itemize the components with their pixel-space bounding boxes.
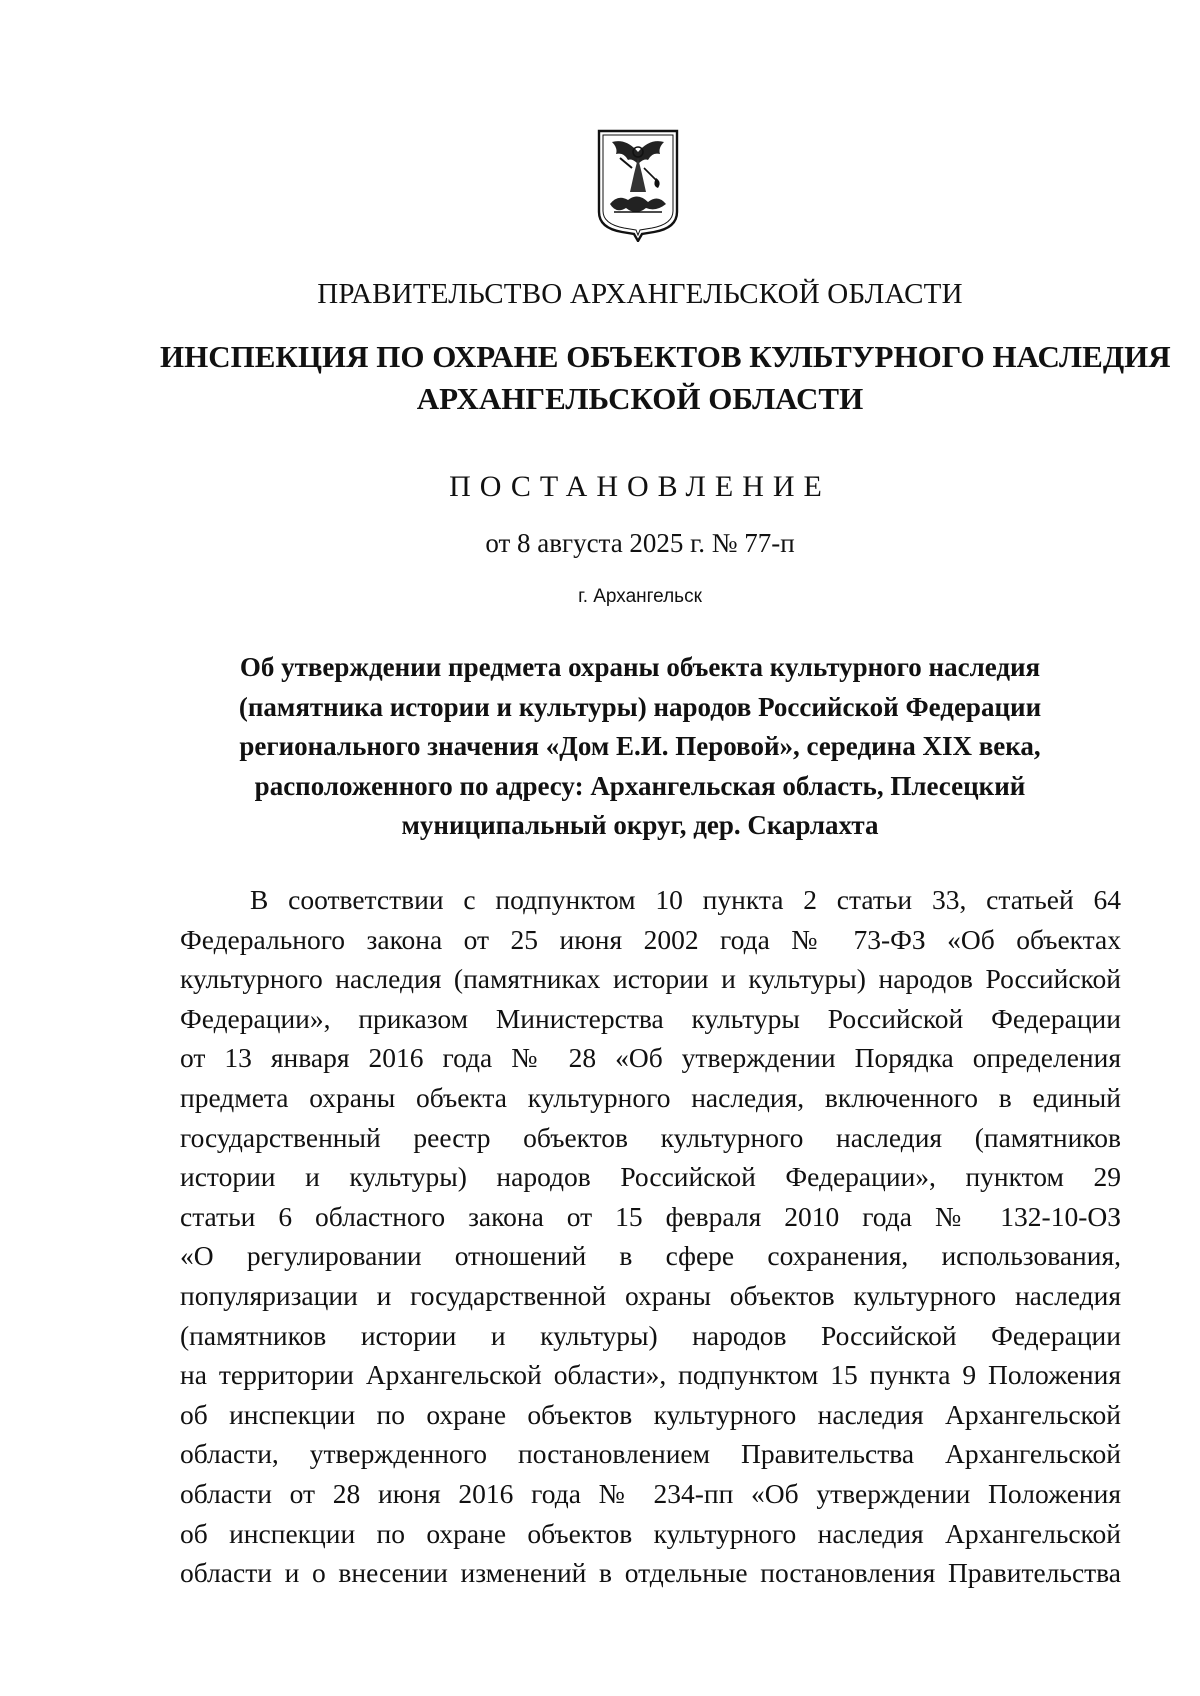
body-line: на территории Архангельской области», подпунктом 15 пункта 9 Положения bbox=[180, 1359, 1121, 1391]
body-line: предмета охраны объекта культурного наследия, включенного в единый bbox=[180, 1081, 1121, 1113]
inspection-name-line: ИНСПЕКЦИЯ ПО ОХРАНЕ ОБЪЕКТОВ КУЛЬТУРНОГО НАСЛЕДИЯ bbox=[160, 339, 1171, 374]
title-line: регионального значения «Дом Е.И. Перовой», середина XIX века, bbox=[239, 731, 1041, 761]
title-line: расположенного по адресу: Архангельская область, Плесецкий bbox=[254, 770, 1026, 801]
title-line: (памятника истории и культуры) народов Российской Федерации bbox=[238, 691, 1042, 722]
body-line: государственный реестр объектов культурного наследия (памятников bbox=[180, 1121, 1121, 1153]
inspection-name bbox=[160, 336, 1171, 420]
document-city: г. Архангельск bbox=[578, 586, 702, 607]
government-name: ПРАВИТЕЛЬСТВО АРХАНГЕЛЬСКОЙ ОБЛАСТИ bbox=[317, 278, 963, 310]
body-line: Федерального закона от 25 июня 2002 года № 73-ФЗ «Об объектах bbox=[180, 923, 1121, 955]
title-line: муниципальный округ, дер. Скарлахта bbox=[401, 810, 879, 840]
body-line: от 13 января 2016 года № 28 «Об утверждении Порядка определения bbox=[180, 1042, 1121, 1074]
body-line: (памятников истории и культуры) народов Российской Федерации bbox=[180, 1319, 1121, 1351]
body-line: статьи 6 областного закона от 15 февраля 2010 года № 132-10-ОЗ bbox=[180, 1200, 1121, 1232]
document-date-number: от 8 августа 2025 г. № 77-п bbox=[485, 528, 795, 558]
body-line: истории и культуры) народов Российской Федерации», пунктом 29 bbox=[180, 1161, 1121, 1193]
coat-of-arms-icon bbox=[596, 128, 680, 242]
body-line: популяризации и государственной охраны объектов культурного наследия bbox=[180, 1279, 1121, 1311]
inspection-name-line: АРХАНГЕЛЬСКОЙ ОБЛАСТИ bbox=[416, 381, 864, 416]
body-line: области, утвержденного постановлением Правительства Архангельской bbox=[180, 1438, 1121, 1470]
title-line: Об утверждении предмета охраны объекта культурного наследия bbox=[239, 652, 1041, 682]
body-line: области и о внесении изменений в отдельные постановления Правительства bbox=[180, 1557, 1121, 1589]
body-line: «О регулировании отношений в сфере сохранения, использования, bbox=[180, 1240, 1121, 1272]
body-line: Федерации», приказом Министерства культуры Российской Федерации bbox=[180, 1002, 1121, 1034]
body-line: области от 28 июня 2016 года № 234-пп «Об утверждении Положения bbox=[180, 1477, 1121, 1509]
document-body bbox=[180, 880, 1121, 1593]
body-line: об инспекции по охране объектов культурного наследия Архангельской bbox=[180, 1517, 1121, 1549]
body-line: культурного наследия (памятниках истории и культуры) народов Российской bbox=[180, 963, 1121, 995]
document-title bbox=[160, 648, 1120, 846]
body-line: об инспекции по охране объектов культурного наследия Архангельской bbox=[180, 1398, 1121, 1430]
body-line: В соответствии с подпунктом 10 пункта 2 статьи 33, статьей 64 bbox=[250, 884, 1121, 915]
document-type: ПОСТАНОВЛЕНИЕ bbox=[449, 470, 831, 503]
